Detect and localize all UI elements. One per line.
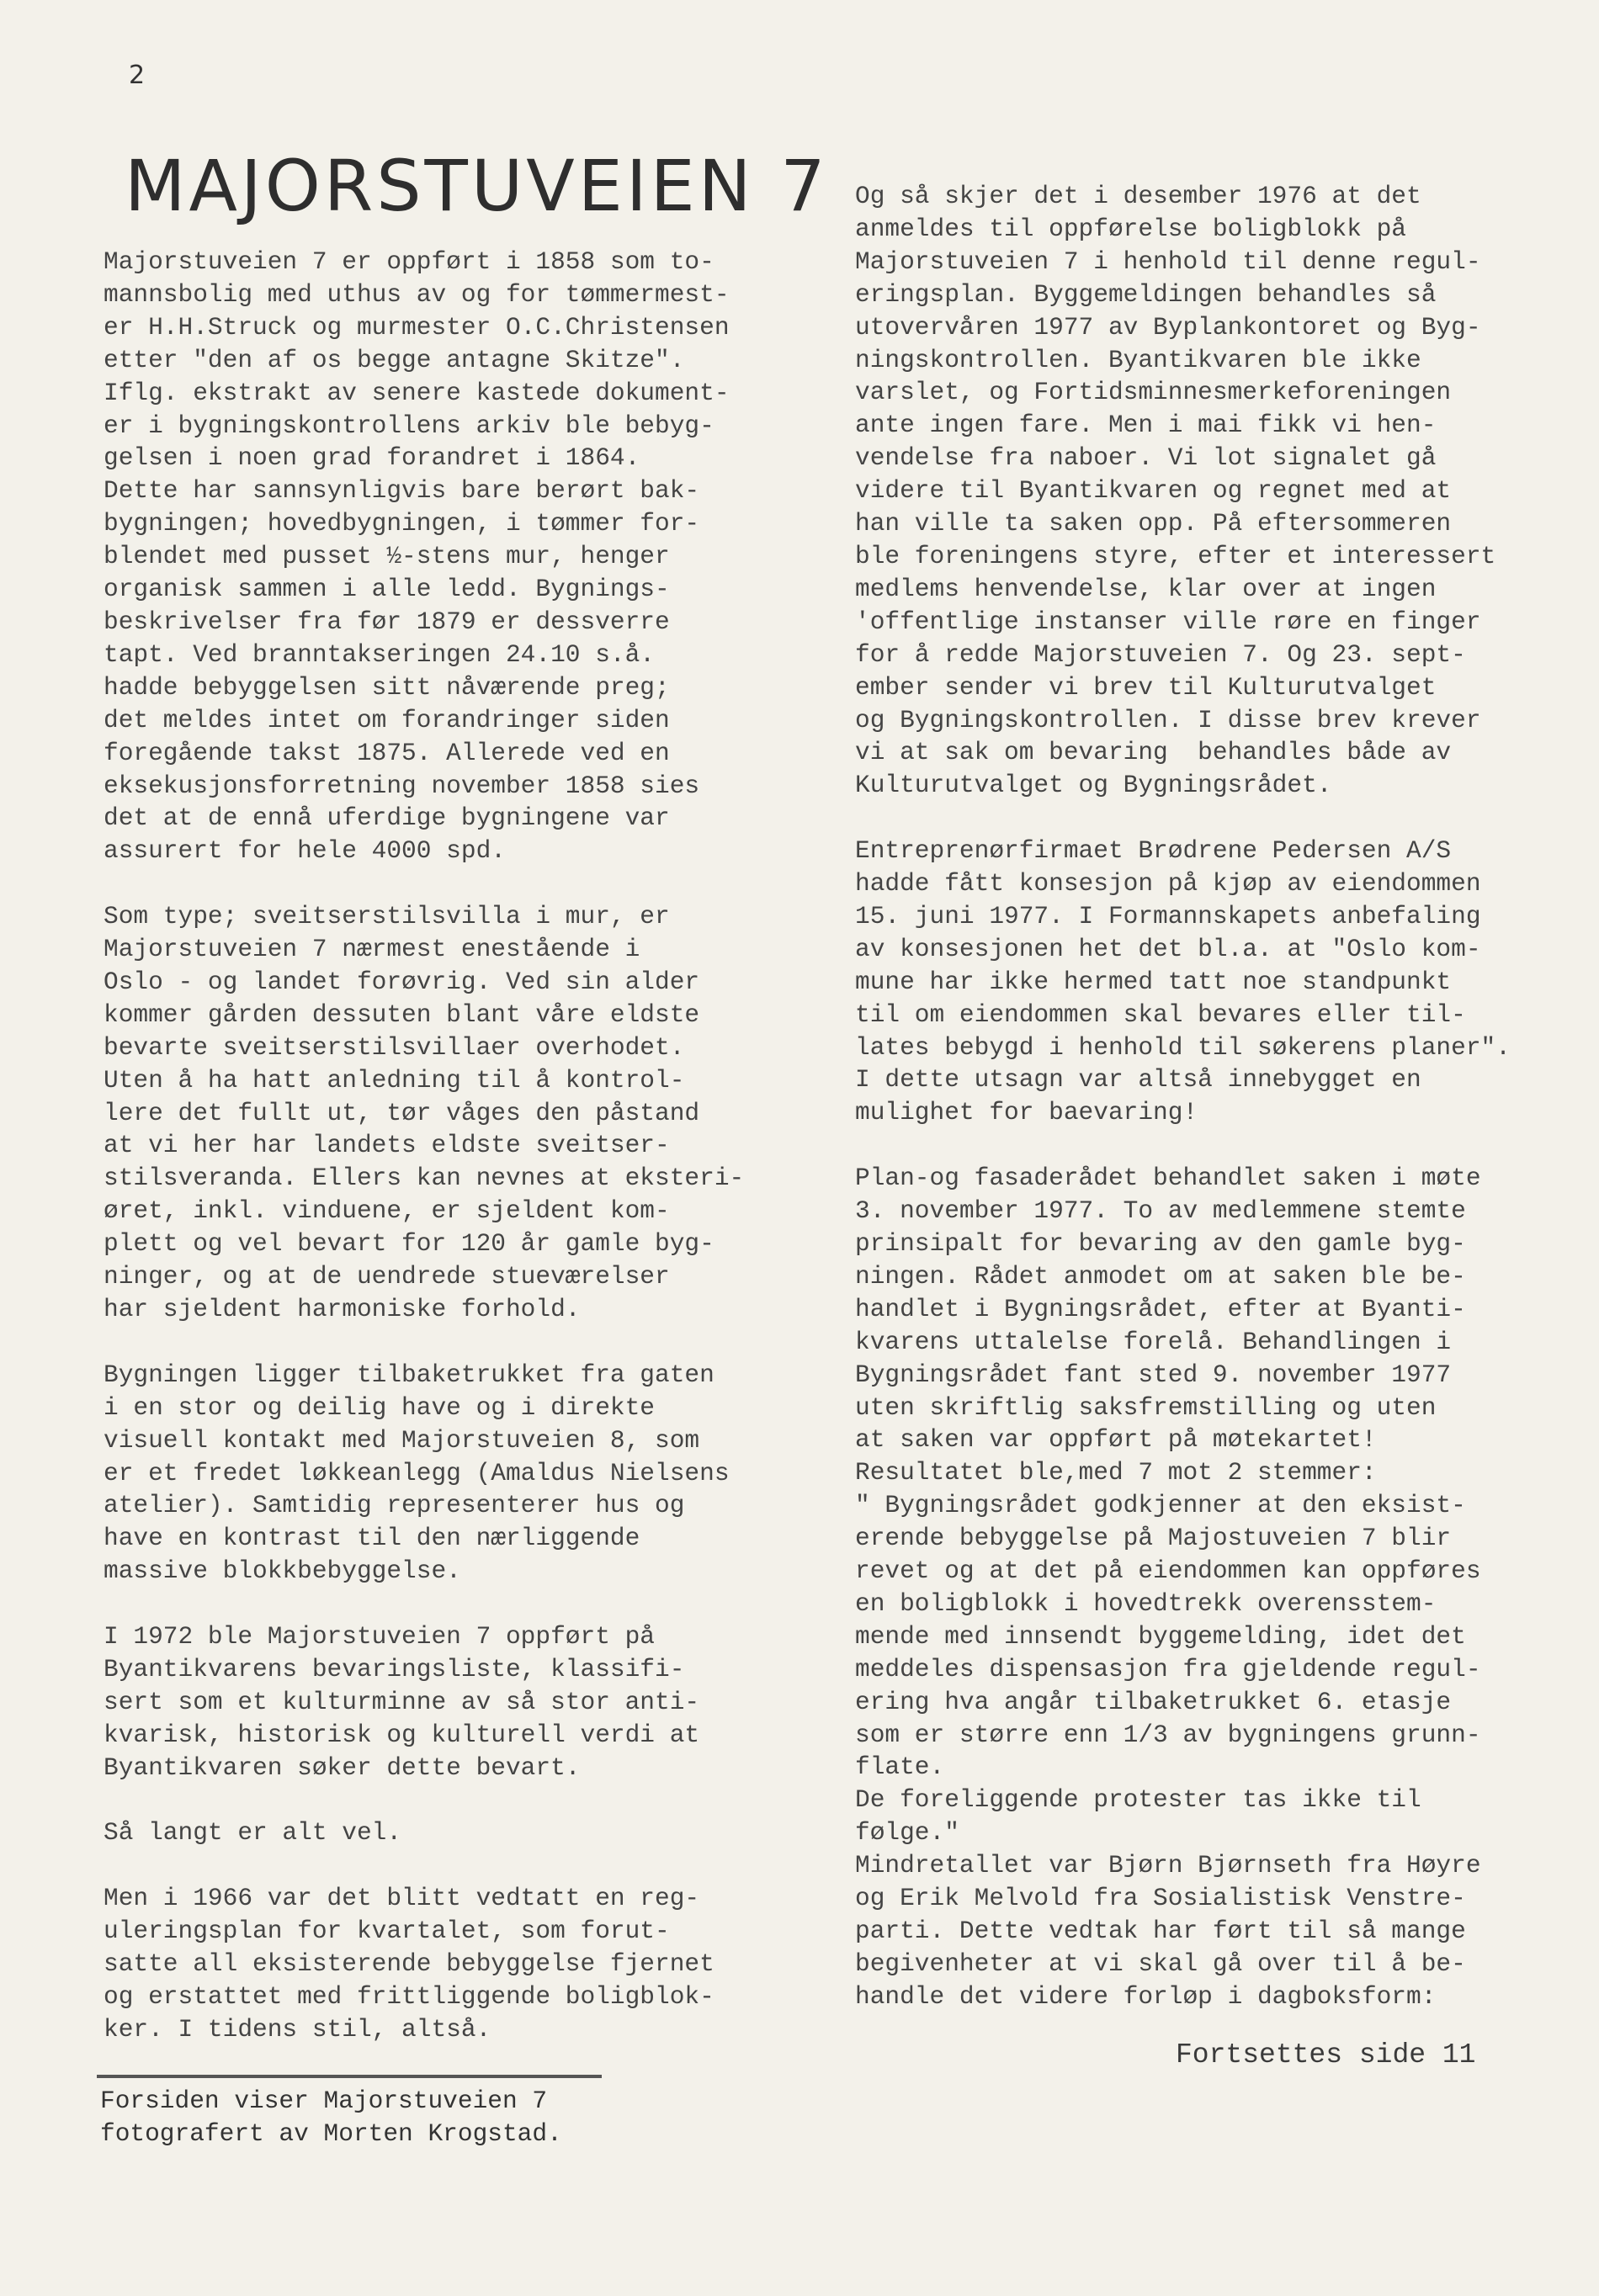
cover-photo-caption: Forsiden viser Majorstuveien 7 fotografert av Morten Krogstad. — [100, 2087, 562, 2148]
paragraph: Majorstuveien 7 er oppført i 1858 som to- mannsbolig med uthus av og for tømmermest- er H.H.Struck og murmester O.C.Christensen etter "den af os begge antagne Skitze". Iflg. ekstrakt av senere kastede dokument- er i bygningskontrollens arkiv ble bebyg- gelsen i noen grad forandret i 1864. Dette har sannsynligvis bare berørt bak- bygningen; hovedbygningen, i tømmer for- blendet med pusset ½-stens mur, henger organisk sammen i alle ledd. Bygnings- beskrivelser fra før 1879 er dessverre tapt. Ved branntakseringen 24.10 s.å. hadde bebyggelsen sitt nåværende preg; det meldes intet om forandringer siden foregående takst 1875. Allerede ved en eksekusjonsforretning november 1858 sies det at de ennå uferdige bygningene var assurert for hele 4000 spd. — [104, 247, 730, 866]
paragraph: Bygningen ligger tilbaketrukket fra gaten i en stor og deilig have og i direkte visuell kontakt med Majorstuveien 8, som er et fredet løkkeanlegg (Amaldus Nielsens atelier). Samtidig representerer hus og have en kontrast til den nærliggende massive blokkbebyggelse. — [104, 1360, 730, 1586]
article-title: MAJORSTUVEIEN 7 — [125, 145, 829, 227]
page-number: 2 — [129, 61, 146, 90]
paragraph: Men i 1966 var det blitt vedtatt en reg- uleringsplan for kvartalet, som forut- satte all eksisterende bebyggelse fjernet og erstattet med frittliggende boligblok- ker. I tidens stil, altså. — [104, 1884, 715, 2044]
paragraph: Så langt er alt vel. — [104, 1818, 402, 1848]
paragraph: Entreprenørfirmaet Brødrene Pedersen A/S hadde fått konsesjon på kjøp av eiendommen 15. juni 1977. I Formannskapets anbefaling av konsesjonen het det bl.a. at "Oslo kom- mune har ikke hermed tatt noe standpunkt til om eiendommen skal bevares eller til- lates bebygd i henhold til søkerens planer". I dette utsagn var altså innebygget en mulighet for baevaring! — [855, 836, 1511, 1127]
caption-divider — [97, 2075, 602, 2078]
continued-note: Fortsettes side 11 — [1176, 2039, 1476, 2071]
paragraph: I 1972 ble Majorstuveien 7 oppført på Byantikvarens bevaringsliste, klassifi- sert som et kulturminne av så stor anti- kvarisk, historisk og kulturell verdi at Byantikvaren søker dette bevart. — [104, 1622, 700, 1782]
right-column — [855, 180, 1596, 2013]
paragraph: Plan-og fasaderådet behandlet saken i møte 3. november 1977. To av medlemmene stemte prinsipalt for bevaring av den gamle byg- ningen. Rådet anmodet om at saken ble be- handlet i Bygningsrådet, efter at Byanti- kvarens uttalelse forelå. Behandlingen i Bygningsrådet fant sted 9. november 1977 uten skriftlig saksfremstilling og uten at saken var oppført på møtekartet! Resultatet ble,med 7 mot 2 stemmer: " Bygningsrådet godkjenner at den eksist- erende bebyggelse på Majostuveien 7 blir revet og at det på eiendommen kan oppføres en boligblokk i hovedtrekk overensstem- mende med innsendt byggemelding, idet det meddeles dispensasjon fra gjeldende regul- ering hva angår tilbaketrukket 6. etasje som er større enn 1/3 av bygningens grunn- flate. De foreliggende protester tas ikke til følge." Mindretallet var Bjørn Bjørnseth fra Høyre og Erik Melvold fra Sosialistisk Venstre- parti. Dette vedtak har ført til så mange begivenheter at vi skal gå over til å be- handle det videre forløp i dagboksform: — [855, 1164, 1481, 2011]
paragraph: Og så skjer det i desember 1976 at det anmeldes til oppførelse boligblokk på Majorstuveien 7 i henhold til denne regul- eringsplan. Byggemeldingen behandles så utovervåren 1977 av Byplankontoret og Byg- ningskontrollen. Byantikvaren ble ikke varslet, og Fortidsminnesmerkeforeningen ante ingen fare. Men i mai fikk vi hen- vendelse fra naboer. Vi lot signalet gå videre til Byantikvaren og regnet med at han ville ta saken opp. På eftersommeren ble foreningens styre, efter et interessert medlems henvendelse, klar over at ingen 'offentlige instanser ville røre en finger for å redde Majorstuveien 7. Og 23. sept- ember sender vi brev til Kulturutvalget og Bygningskontrollen. I disse brev krever vi at sak om bevaring behandles både av Kulturutvalget og Bygningsrådet. — [855, 182, 1496, 800]
paragraph: Som type; sveitserstilsvilla i mur, er Majorstuveien 7 nærmest enestående i Oslo - og landet forøvrig. Ved sin alder kommer gården dessuten blant våre eldste bevarte sveitserstilsvillaer overhodet. Uten å ha hatt anledning til å kontrol- lere det fullt ut, tør våges den påstand at vi her har landets eldste sveitser- stilsveranda. Ellers kan nevnes at eksteri- øret, inkl. vinduene, er sjeldent kom- plett og vel bevart for 120 år gamle byg- ninger, og at de uendrede stueværelser har sjeldent harmoniske forhold. — [104, 902, 745, 1323]
left-column — [104, 246, 844, 2046]
